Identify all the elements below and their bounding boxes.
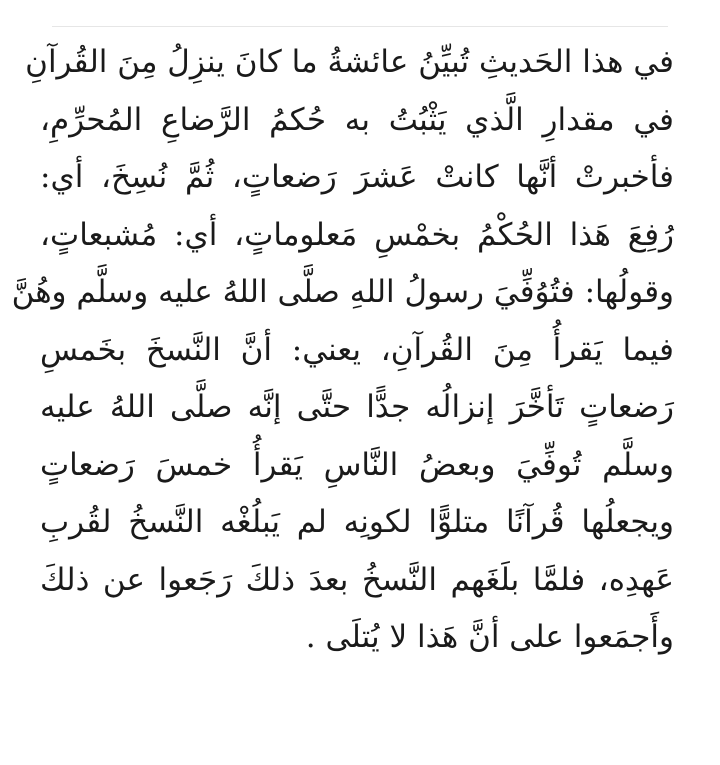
text-line-4: رُفِعَ هَذا الحُكْمُ بخمْسِ مَعلوماتٍ، أي: مُشبعاتٍ، (40, 216, 674, 253)
text-line-8: وسلَّم تُوفِّيَ وبعضُ النَّاسِ يَقرأُ خمسَ رَضعاتٍ (40, 446, 674, 483)
text-line-7: رَضعاتٍ تَأخَّرَ إنزالُه جدًّا حتَّى إنَّه صلَّى اللهُ عليه (40, 389, 674, 425)
text-line-11: وأَجمَعوا على أنَّ هَذا لا يُتلَى . (305, 619, 674, 655)
arabic-text-block (11, 34, 674, 667)
text-line-6: فيما يَقرأُ مِنَ القُرآنِ، يعني: أنَّ النَّسخَ بخَمسِ (40, 331, 674, 368)
text-line-3: فأخبرتْ أنَّها كانتْ عَشرَ رَضعاتٍ، ثُمَّ نُسِخَ، أي: (40, 159, 674, 195)
text-line-5: وقولُها: فتُوُفِّيَ رسولُ اللهِ صلَّى اللهُ عليه وسلَّم وهُنَّ (11, 274, 674, 310)
text-line-1: في هذا الحَديثِ تُبيِّنُ عائشةُ ما كانَ ينزِلُ مِنَ القُرآنِ (25, 44, 674, 80)
text-line-10: عَهدِه، فلمَّا بلَغَهم النَّسخُ بعدَ ذلكَ رَجَعوا عن ذلكَ (40, 561, 674, 598)
top-divider (52, 26, 668, 27)
text-line-2: في مقدارِ الَّذي يَثْبُتُ به حُكمُ الرَّضاعِ المُحرِّمِ، (40, 101, 674, 138)
text-line-9: ويجعلُها قُرآنًا متلوًّا لكونِه لم يَبلُغْه النَّسخُ لقُربِ (40, 504, 674, 540)
